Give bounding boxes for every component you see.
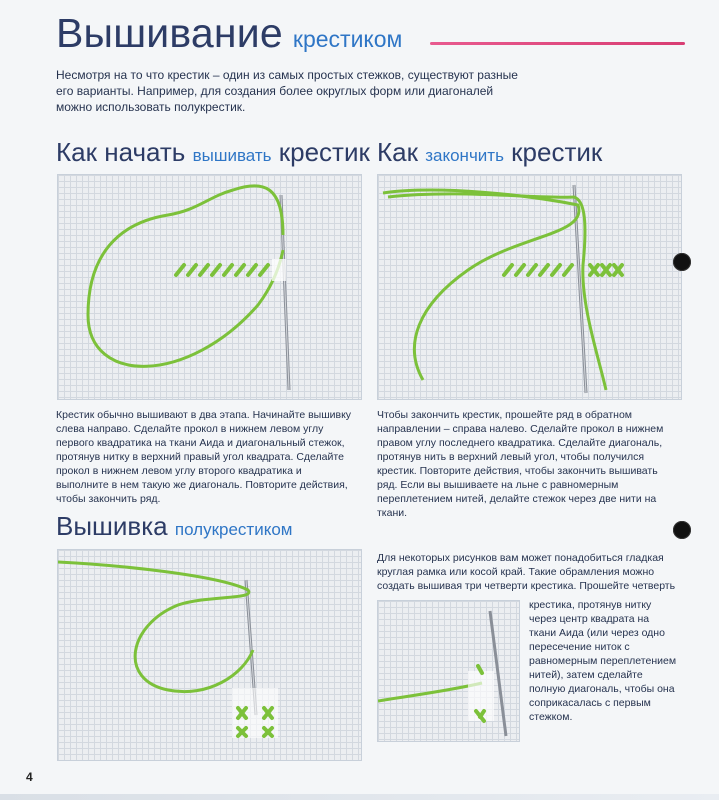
intro-paragraph: Несмотря на то что крестик – один из самых простых стежков, существуют разные его варианты. Например, для создания более округлых форм или диагоналей можно использовать полукрестик. [56, 68, 518, 114]
finish-stitch-illustration [378, 175, 681, 399]
page-number: 4 [26, 770, 33, 784]
photo-half-detail [377, 600, 520, 742]
heading-start [56, 137, 370, 168]
title-main: Вышивание [56, 10, 283, 56]
binder-hole-top [673, 253, 691, 271]
half-stitch-illustration [58, 550, 361, 760]
bottom-strip [0, 794, 719, 800]
heading-half [56, 511, 292, 542]
binder-hole-bottom [673, 521, 691, 539]
page-title [56, 10, 402, 57]
heading-finish-c: крестик [511, 137, 603, 167]
heading-start-c: крестик [278, 137, 370, 167]
heading-finish [377, 137, 602, 168]
heading-start-b: вышивать [192, 146, 272, 165]
half-detail-illustration [378, 601, 519, 741]
photo-half-stitch [57, 549, 362, 761]
caption-finish: Чтобы закончить крестик, прошейте ряд в обратном направлении – справа налево. Сделайте прокол в нижнем правом углу последнего квадратика. Сделайте диагональ, протянув нить в верхний левый угол, чтобы получился крестик. Повторите действия, чтобы закончить вышивать ряд. Если вы вышиваете на льне с равномерным переплетением нитей, делайте стежок через две нити на ткани. [377, 409, 664, 519]
heading-half-b: полукрестиком [174, 520, 293, 539]
photo-finish-stitch [377, 174, 682, 400]
heading-finish-b: закончить [425, 146, 504, 165]
caption-start: Крестик обычно вышивают в два этапа. Начинайте вышивку слева направо. Сделайте прокол в нижнем левом углу первого квадратика на ткани Аида и диагональный стежок, протянув нитку в верхний правый угол квадрата. Сделайте прокол в нижнем левом углу второго квадратика и выполните в нем такую же диагональ. Повторите действия, чтобы закончить ряд. [56, 409, 352, 505]
title-underline [430, 42, 685, 45]
heading-start-a: Как начать [56, 137, 186, 167]
photo-start-stitch [57, 174, 362, 400]
start-stitch-illustration [58, 175, 361, 399]
title-sub: крестиком [292, 26, 403, 52]
caption-half-side: крестика, протянув нитку через центр квадрата на ткани Аида (или через одно пересечение ниток с равномерным переплетением нитей), затем сделайте полную диагональ, чтобы она соприкасалась с первым стежком. [529, 599, 677, 723]
heading-finish-a: Как [377, 137, 418, 167]
caption-half-top: Для некоторых рисунков вам может понадобиться гладкая круглая рамка или косой край. Такие обрамления можно создать вышивая три четверти крестика. Прошейте четверть [377, 552, 676, 592]
heading-half-a: Вышивка [56, 511, 168, 541]
